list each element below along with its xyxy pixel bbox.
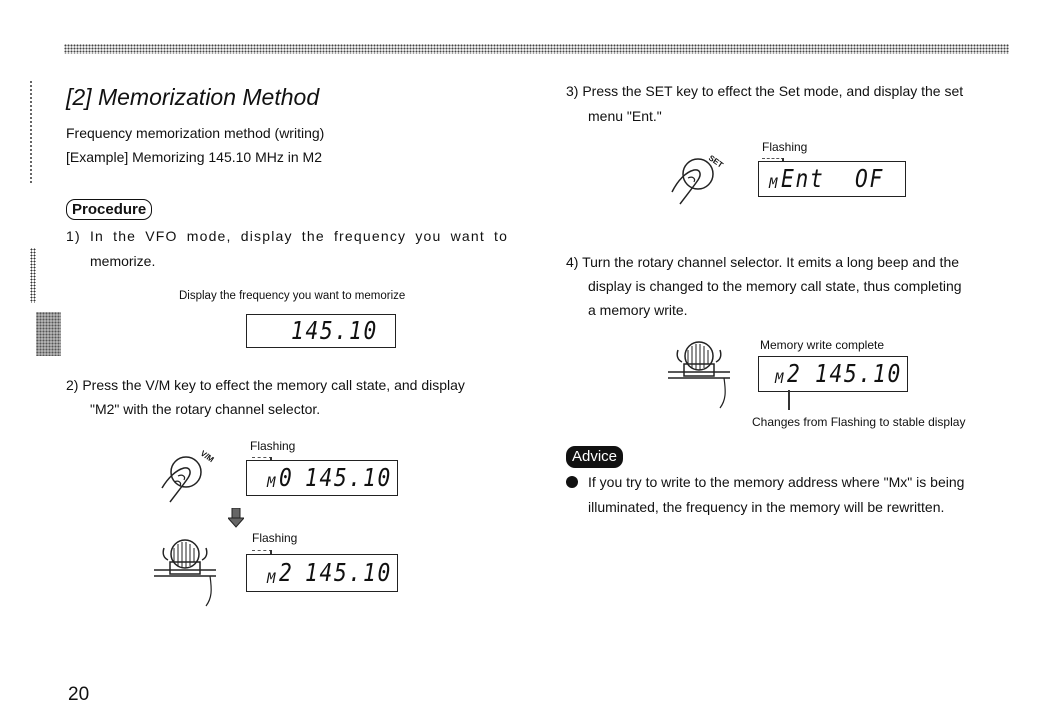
top-dotted-border: [64, 44, 1009, 54]
flashing-pointer-dash-3: [762, 158, 784, 159]
lcd-channel-digit: 2: [279, 558, 294, 587]
step2-flashing-label-1: Flashing: [250, 439, 296, 453]
left-margin-dots-2: [30, 248, 36, 303]
set-key-finger-icon: [660, 148, 730, 208]
step3-line-2: menu "Ent.": [588, 108, 662, 124]
lcd-display-write-complete: [758, 356, 908, 392]
lcd-display-memory-m0: [246, 460, 398, 496]
intro-line-2: [Example] Memorizing 145.10 MHz in M2: [66, 149, 322, 165]
vm-key-label: V/M: [198, 448, 216, 465]
section-title: [2] Memorization Method: [66, 84, 320, 110]
lcd-channel-m: M: [769, 176, 778, 192]
step3-flashing-label: Flashing: [762, 140, 808, 154]
step1-caption: Display the frequency you want to memorize: [179, 290, 406, 302]
step2-line-1: 2) Press the V/M key to effect the memory call state, and display: [66, 377, 465, 393]
lcd-display-vfo: [246, 314, 396, 348]
step4-note: Changes from Flashing to stable display: [752, 415, 966, 429]
lcd-frequency: 145.10: [305, 558, 392, 587]
chapter-tab-marker: [36, 312, 61, 356]
lcd-display-memory-m2: [246, 554, 398, 592]
down-arrow-icon: [228, 508, 244, 528]
bullet-icon: [566, 476, 578, 488]
advice-line-2: illuminated, the frequency in the memory will be rewritten.: [588, 499, 945, 515]
step2-line-2: "M2" with the rotary channel selector.: [90, 401, 321, 417]
lcd-channel-digit: 0: [279, 463, 294, 492]
lcd-channel-digit: 2: [787, 359, 802, 388]
step4-caption: Memory write complete: [760, 338, 885, 352]
lcd-frequency: 145.10: [305, 463, 392, 492]
step4-line-3: a memory write.: [588, 302, 688, 318]
advice-label: Advice: [566, 446, 623, 468]
step3-line-1: 3) Press the SET key to effect the Set mode, and display the set: [566, 83, 964, 99]
lcd-menu-text: Ent: [781, 164, 825, 193]
note-pointer-line: [788, 390, 790, 410]
step4-line-2: display is changed to the memory call state, thus completing: [588, 278, 962, 294]
lcd-channel-m: M: [267, 475, 276, 491]
step4-line-1: 4) Turn the rotary channel selector. It emits a long beep and the: [566, 254, 960, 270]
lcd-frequency: 145.10: [815, 359, 902, 388]
left-margin-dots: [30, 80, 32, 185]
lcd-channel-m: M: [267, 571, 276, 587]
flashing-pointer-dash-2: [252, 550, 272, 551]
lcd-menu-value: OF: [855, 164, 884, 193]
step1-line-2: memorize.: [90, 253, 156, 269]
lcd-frequency: 145.10: [291, 316, 378, 345]
flashing-pointer-dash-1: [252, 457, 272, 458]
intro-line-1: Frequency memorization method (writing): [66, 125, 325, 141]
lcd-display-set-menu: [758, 161, 906, 197]
rotary-knob-icon: [664, 334, 734, 410]
step1-line-1: 1) In the VFO mode, display the frequency you want to: [66, 228, 509, 244]
set-key-label: SET: [706, 153, 725, 170]
advice-line-1: If you try to write to the memory address where "Mx" is being: [588, 474, 965, 490]
procedure-label: Procedure: [66, 199, 152, 220]
rotary-knob-icon: [150, 532, 220, 608]
step2-flashing-label-2: Flashing: [252, 531, 298, 545]
lcd-channel-m: M: [775, 371, 784, 387]
page-number: 20: [68, 684, 90, 705]
